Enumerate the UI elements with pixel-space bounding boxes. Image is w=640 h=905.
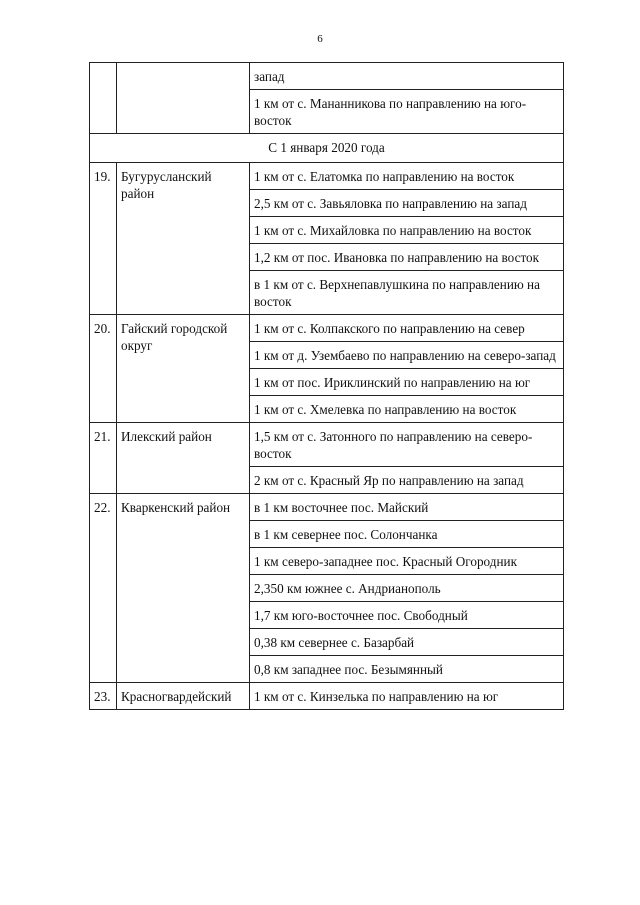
location-text: 1 км от с. Колпакского по направлению на север [254,321,525,336]
location-cell [250,467,564,494]
location-text: 1 км от с. Хмелевка по направлению на восток [254,402,517,417]
location-cell [250,271,564,315]
location-text: 1 км от пос. Ириклинский по направлению на юг [254,375,531,390]
location-text: 1,7 км юго-восточнее пос. Свободный [254,608,468,623]
location-text: 1 км от д. Узембаево по направлению на северо-запад [254,348,556,363]
location-text: в 1 км севернее пос. Солончанка [254,527,438,542]
location-text: 1,5 км от с. Затонного по направлению на северо-восток [254,429,533,461]
table-row [90,315,564,342]
num-cell-empty [90,63,117,134]
location-cell [250,244,564,271]
location-cell [250,629,564,656]
location-text: в 1 км от с. Верхнепавлушкина по направлению на восток [254,277,540,309]
location-cell [250,369,564,396]
table-row [90,63,564,90]
location-text: 1 км от с. Елатомка по направлению на восток [254,169,515,184]
location-cell [250,423,564,467]
table-row [90,423,564,467]
location-cell [250,396,564,423]
location-text: 2 км от с. Красный Яр по направлению на запад [254,473,524,488]
location-text: 1 км от с. Мананникова по направлению на юго-восток [254,96,527,128]
location-cell [250,683,564,710]
district-number: 22. [90,494,117,683]
page-number: 6 [317,33,323,45]
location-text: в 1 км восточнее пос. Майский [254,500,429,515]
location-cell [250,90,564,134]
location-text: 2,5 км от с. Завьяловка по направлению на запад [254,196,527,211]
location-text: 1 км от с. Михайловка по направлению на восток [254,223,532,238]
location-cell [250,656,564,683]
location-text: 2,350 км южнее с. Андрианополь [254,581,441,596]
location-text: запад [254,69,285,84]
district-number: 20. [90,315,117,423]
table-row [90,163,564,190]
section-header: С 1 января 2020 года [90,134,564,163]
location-text: 1,2 км от пос. Ивановка по направлению на восток [254,250,540,265]
district-number: 19. [90,163,117,315]
location-cell [250,217,564,244]
location-cell [250,548,564,575]
location-cell [250,575,564,602]
location-text: 1 км от с. Кинзелька по направлению на юг [254,689,499,704]
location-text: 0,8 км западнее пос. Безымянный [254,662,443,677]
district-name: Бугурусланский район [117,163,250,315]
location-cell [250,342,564,369]
district-number: 23. [90,683,117,710]
location-text: 1 км северо-западнее пос. Красный Огородник [254,554,517,569]
table-row [90,494,564,521]
location-cell [250,494,564,521]
location-cell [250,190,564,217]
section-header-row [90,134,564,163]
district-number: 21. [90,423,117,494]
location-cell [250,315,564,342]
districts-table [89,62,564,710]
district-name: Кваркенский район [117,494,250,683]
location-text: 0,38 км севернее с. Базарбай [254,635,415,650]
location-cell [250,63,564,90]
district-name: Илекский район [117,423,250,494]
district-cell-empty [117,63,250,134]
location-cell [250,163,564,190]
table-row [90,683,564,710]
location-cell [250,602,564,629]
district-name: Гайский городской округ [117,315,250,423]
district-name: Красногвардейский [117,683,250,710]
location-cell [250,521,564,548]
